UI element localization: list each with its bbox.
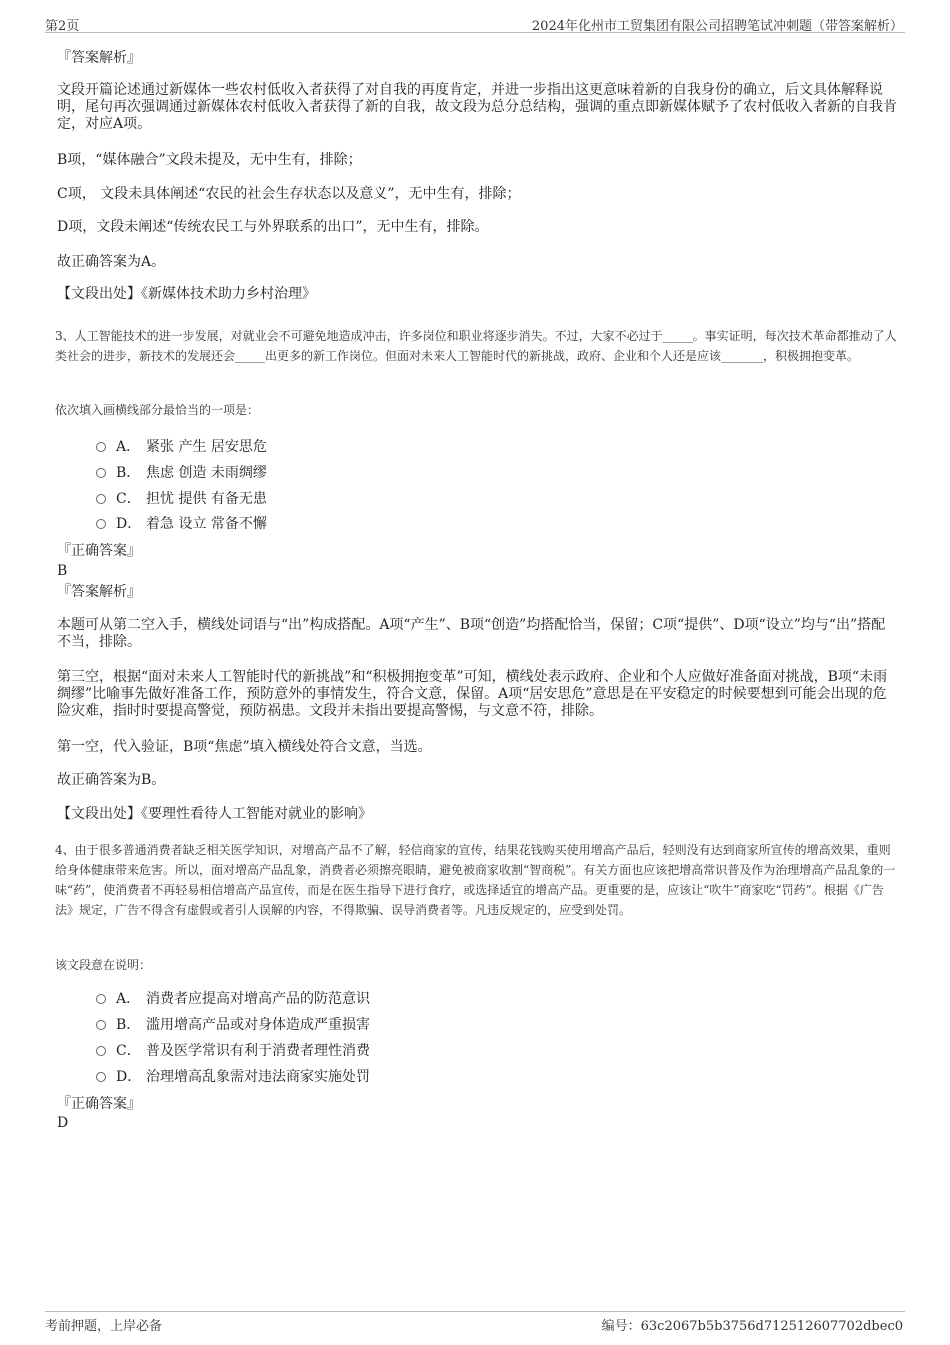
radio-icon[interactable] [96, 468, 106, 478]
page-number: 第2页 [45, 19, 80, 34]
radio-icon[interactable] [96, 1020, 106, 1030]
q4-answer: D [57, 1115, 69, 1131]
q3-stem: 3、人工智能技术的进一步发展，对就业会不可避免地造成冲击，许多岗位和职业将逐步消失。不过，大家不必过于_____。事实证明，每次技术革命都推动了人类社会的进步，新技术的发展还会_____出更多的新工作岗位。但面对未来人工智能时代的新挑战，政府、企业和个人还是应该_______，积极拥抱变革。 [55, 329, 897, 363]
q4-prompt: 该文段意在说明： [55, 958, 152, 972]
document-id: 编号：63c2067b5b3756d712512607702dbec0 [601, 1319, 903, 1334]
q3-option-a[interactable]: A． 紧张 产生 居安思危 [96, 439, 267, 456]
q3-answer-label: 『正确答案』 [57, 543, 141, 559]
radio-icon[interactable] [96, 519, 106, 529]
document-title: 2024年化州市工贸集团有限公司招聘笔试冲刺题（带答案解析） [531, 19, 903, 34]
q4-option-b[interactable]: B． 滥用增高产品或对身体造成严重损害 [96, 1017, 370, 1034]
q3-answer: B [57, 563, 68, 579]
q2-analysis-label: 『答案解析』 [57, 50, 141, 66]
q4-option-a[interactable]: A． 消费者应提高对增高产品的防范意识 [96, 991, 370, 1008]
q3-analysis-paragraph-3: 第一空，代入验证，B项“焦虑”填入横线处符合文意，当选。 [57, 739, 432, 755]
footer-slogan: 考前押题，上岸必备 [45, 1319, 163, 1334]
q2-source: 【文段出处】《新媒体技术助力乡村治理》 [57, 286, 316, 302]
q3-option-d[interactable]: D． 着急 设立 常备不懈 [96, 516, 267, 533]
radio-icon[interactable] [96, 1046, 106, 1056]
radio-icon[interactable] [96, 494, 106, 504]
radio-icon[interactable] [96, 442, 106, 452]
q3-option-c[interactable]: C． 担忧 提供 有备无患 [96, 491, 267, 508]
q3-analysis-label: 『答案解析』 [57, 584, 141, 600]
q2-analysis-option-c: C项， 文段未具体阐述“农民的社会生存状态以及意义”，无中生有，排除； [57, 186, 521, 202]
radio-icon[interactable] [96, 994, 106, 1004]
q2-analysis-option-b: B项，“媒体融合”文段未提及，无中生有，排除； [57, 152, 362, 168]
radio-icon[interactable] [96, 1072, 106, 1082]
page-footer [45, 1311, 905, 1334]
q4-answer-label: 『正确答案』 [57, 1096, 141, 1112]
q3-analysis-paragraph-1: 本题可从第二空入手，横线处词语与“出”构成搭配。A项“产生”、B项“创造”均搭配恰当，保留；C项“提供”、D项“设立”均与“出”搭配不当，排除。 [57, 617, 886, 650]
q2-analysis-paragraph: 文段开篇论述通过新媒体一些农村低收入者获得了对自我的再度肯定，并进一步指出这更意味着新的自我身份的确立，后文具体解释说明，尾句再次强调通过新媒体农村低收入者获得了新的自我，故文段为总分总结构，强调的重点即新媒体赋予了农村低收入者新的自我肯定，对应A项。 [57, 82, 897, 132]
q2-analysis-option-d: D项，文段未阐述“传统农民工与外界联系的出口”，无中生有，排除。 [57, 219, 489, 235]
q3-conclusion: 故正确答案为B。 [57, 772, 166, 788]
q3-option-b[interactable]: B． 焦虑 创造 未雨绸缪 [96, 465, 267, 482]
q4-option-c[interactable]: C． 普及医学常识有利于消费者理性消费 [96, 1043, 370, 1060]
q3-analysis-paragraph-2: 第三空，根据“面对未来人工智能时代的新挑战”和“积极拥抱变革”可知，横线处表示政府、企业和个人应做好准备面对挑战，B项“未雨绸缪”比喻事先做好准备工作，预防意外的事情发生，符合文意，保留。A项“居安思危”意思是在平安稳定的时候要想到可能会出现的危险灾难，指时时要提高警觉，预防祸患。文段并未指出要提高警惕，与文意不符，排除。 [57, 669, 888, 719]
q2-conclusion: 故正确答案为A。 [57, 254, 166, 270]
q3-source: 【文段出处】《要理性看待人工智能对就业的影响》 [57, 806, 372, 822]
q4-stem: 4、由于很多普通消费者缺乏相关医学知识，对增高产品不了解，轻信商家的宣传，结果花钱购买使用增高产品后，轻则没有达到商家所宣传的增高效果，重则给身体健康带来危害。所以，面对增高产品乱象，消费者必须擦亮眼睛，避免被商家收割“智商税”。有关方面也应该把增高常识普及作为治理增高产品乱象的一味“药”，使消费者不再轻易相信增高产品宣传，而是在医生指导下进行食疗，或选择适宜的增高产品。更重要的是，应该让“吹牛”商家吃“罚药”。根据《广告法》规定，广告不得含有虚假或者引人误解的内容，不得欺骗、误导消费者等。凡违反规定的，应受到处罚。 [55, 843, 896, 917]
q3-prompt: 依次填入画横线部分最恰当的一项是： [55, 403, 260, 417]
q4-option-d[interactable]: D． 治理增高乱象需对违法商家实施处罚 [96, 1069, 370, 1086]
page-header [45, 12, 905, 33]
